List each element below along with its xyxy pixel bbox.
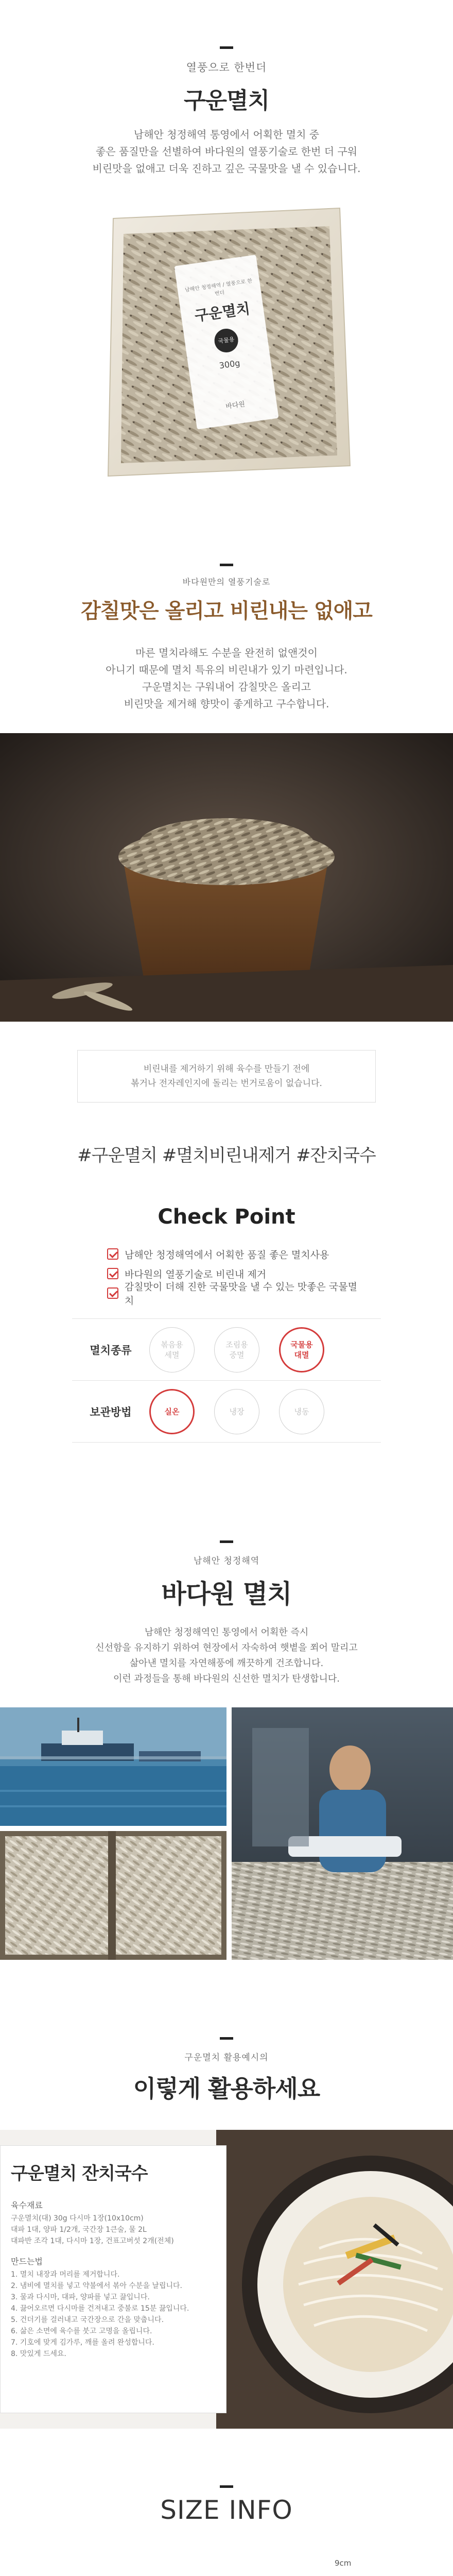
recipe-steps-title: 만드는법 [11,2257,43,2266]
recipe-step: 3. 물과 다시마, 대파, 양파를 넣고 끓입니다. [11,2293,150,2301]
package-image [93,198,360,486]
recipe-step: 2. 냄비에 멸치를 넣고 약불에서 볶아 수분을 날립니다. [11,2282,182,2290]
taste-kicker: 바다원만의 열풍기술로 [182,577,271,587]
hashtags: #구운멸치 #멸치비린내제거 #잔치국수 [77,1145,376,1166]
section-dash [220,2037,233,2040]
checkbox-icon [107,1287,118,1299]
intro-line: 좋은 품질만을 선별하여 바다원의 열풍기술로 한번 더 구워 [95,145,358,158]
size-title: SIZE INFO [160,2495,293,2525]
option-label: 보관방법 [90,1405,132,1418]
option-text: 냉장 [229,1406,245,1416]
recipe-step: 1. 멸치 내장과 머리를 제거합니다. [11,2270,120,2279]
origin-section [0,1443,453,1960]
origin-kicker: 남해안 청정해역 [193,1556,260,1566]
package-brand: 바다원 [225,400,246,411]
recipe-step: 5. 건더기를 걸러내고 국간장으로 간을 맞춥니다. [11,2316,164,2324]
origin-line: 신선함을 유지하기 위하여 현장에서 자숙하여 햇볕을 쬐어 말리고 [95,1642,358,1653]
drying-photo [0,1831,226,1960]
origin-description [0,1625,453,1687]
option-text: 실온 [164,1406,180,1416]
taste-line: 비린맛을 제거해 향맛이 좋게하고 구수합니다. [124,698,329,710]
package-badge-text: 국물용 [217,335,235,345]
taste-section [0,486,453,1166]
option-text: 조림용 중멸 [225,1340,248,1360]
ingredient-line: 대파 1대, 양파 1/2개, 국간장 1큰술, 물 2L [11,2226,147,2234]
recipe-steps [11,2269,216,2360]
worker-photo [232,1707,453,1960]
ingredient-line: 대파반 조각 1대, 다시마 1장, 건표고버섯 2개(전체) [11,2237,174,2245]
usage-kicker: 구운멸치 활용예시의 [184,2053,269,2063]
option-text: 국물용 대멸 [290,1340,313,1360]
option-circle-selected [279,1327,324,1372]
usage-title: 이렇게 활용하세요 [133,2075,320,2103]
option-table [72,1318,381,1443]
checkpoint-title: Check Point [158,1205,295,1229]
option-circle [149,1327,195,1372]
package-badge [213,327,240,354]
section-dash [220,2485,233,2488]
option-text: 냉동 [294,1406,309,1416]
harbor-photo [0,1707,226,1826]
intro-title: 구운멸치 [183,88,269,114]
checkpoint-item-text: 바다원의 열풍기술로 비린내 제거 [125,1268,267,1280]
size-section [0,2429,453,2576]
origin-line: 남해안 청정해역인 통영에서 어획한 즉시 [144,1627,309,1638]
option-circle [214,1327,259,1372]
section-dash [220,1540,233,1543]
checkpoint-item [107,1244,364,1264]
recipe-title: 구운멸치 잔치국수 [11,2163,148,2184]
option-label: 멸치종류 [90,1344,132,1357]
taste-title: 감칠맛은 올리고 비린내는 없애고 [81,599,372,623]
recipe-subtitle: 육수재료 [11,2200,43,2210]
taste-line: 구운멸치는 구워내어 감칠맛은 올리고 [142,681,311,693]
checkpoint-item-text: 감칠맛이 더해 진한 국물맛을 낼 수 있는 맛좋은 국물멸치 [124,1281,357,1307]
package-small-text: 남해안 청정해역 / 열풍으로 한번더 [184,278,253,297]
origin-line: 삶아낸 멸치를 자연해풍에 깨끗하게 건조합니다. [129,1658,324,1669]
note-line: 볶거나 전자레인지에 돌리는 번거로움이 없습니다. [131,1078,322,1089]
origin-photo-grid [0,1707,453,1960]
section-dash [220,564,233,566]
checkpoint-list [107,1244,364,1307]
origin-title: 바다원 멸치 [161,1579,292,1609]
taste-description [0,645,453,713]
recipe-block [0,2130,453,2429]
wooden-box-photo [0,733,453,1022]
option-row-storage [72,1381,381,1443]
intro-section [0,0,453,486]
package-weight: 300g [218,358,241,371]
option-row-type [72,1319,381,1381]
big-dimension: 9cm [335,2558,352,2568]
origin-line: 이런 과정들을 통해 바다원의 신선한 멸치가 탄생합니다. [113,1673,340,1684]
recipe-ingredients [11,2213,216,2247]
intro-description [0,126,453,177]
taste-line: 마른 멸치라해도 수분을 완전히 없앤것이 [135,647,318,659]
option-circle [214,1389,259,1434]
checkpoint-section [0,1166,453,1443]
intro-line: 비린맛을 없애고 더욱 진하고 깊은 국물맛을 낼 수 있습니다. [92,162,361,175]
noodle-photo [216,2130,453,2429]
recipe-step: 8. 맛있게 드세요. [11,2350,66,2358]
recipe-step: 7. 기호에 맞게 김가루, 깨를 올려 완성합니다. [11,2338,154,2347]
checkpoint-item [107,1281,364,1307]
intro-kicker: 열풍으로 한번더 [186,61,267,74]
size-illustration [46,2551,407,2576]
checkbox-icon [107,1248,118,1260]
option-circle-selected [149,1389,195,1434]
recipe-step: 4. 끓어오르면 다시마를 건져내고 중불로 15분 끓입니다. [11,2304,189,2313]
package-name: 구운멸치 [193,300,251,325]
section-dash [220,46,233,49]
checkpoint-item-text: 남해안 청정해역에서 어획한 품질 좋은 멸치사용 [125,1249,329,1261]
ingredient-line: 구운멸치(대) 30g 다시마 1장(10x10cm) [11,2214,144,2223]
usage-section [0,1960,453,2429]
recipe-card [0,2145,226,2413]
note-box [77,1050,376,1103]
option-text: 볶음용 세멸 [161,1340,183,1360]
note-line: 비린내를 제거하기 위해 육수를 만들기 전에 [143,1064,310,1074]
intro-line: 남해안 청정해역 통영에서 어획한 멸치 중 [133,128,320,141]
recipe-step: 6. 삶은 소면에 육수를 붓고 고명을 올립니다. [11,2327,152,2335]
checkbox-icon [107,1268,118,1279]
option-circle [279,1389,324,1434]
taste-line: 아니기 때문에 멸치 특유의 비린내가 있기 마련입니다. [106,664,347,676]
